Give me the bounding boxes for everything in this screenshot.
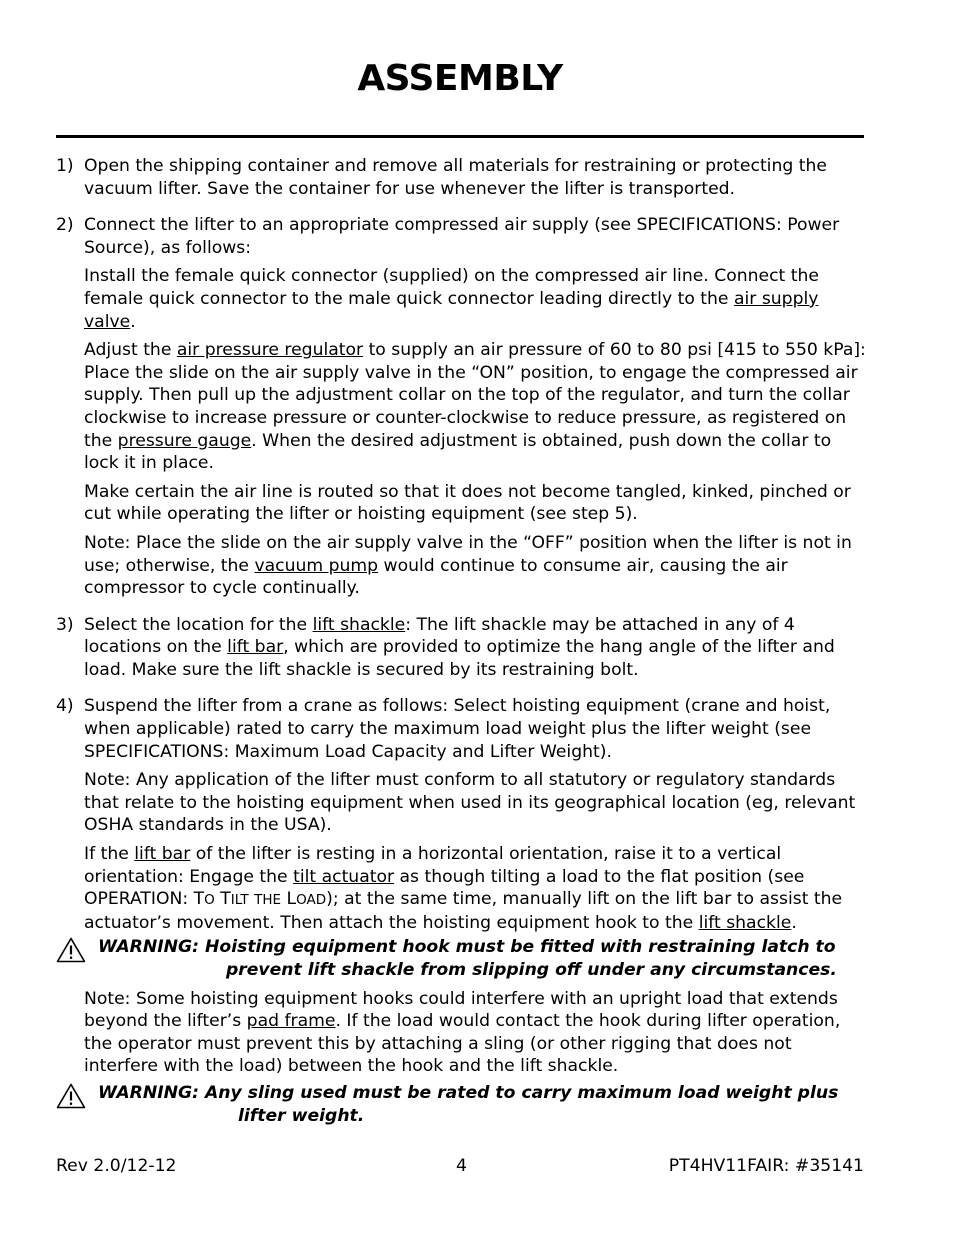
warning-text: WARNING: Any sling used must be rated to carry maximum load weight plus lifter weight. [98,1082,839,1126]
step-body [84,214,866,600]
step-1 [56,155,866,200]
warning-callout [54,936,866,981]
step-paragraph: Open the shipping container and remove all materials for restraining or protecting the vacuum lifter. Save the container for use whenever the lifter is transported. [84,156,827,199]
term-tilt-actuator: tilt actuator [293,866,395,887]
term-air-pressure-regulator: air pressure regulator [176,340,364,361]
term-air-supply-valve: air supply valve [84,288,819,332]
title-divider [56,135,864,138]
step-paragraph: Suspend the lifter from a crane as follows: Select hoisting equipment (crane and hoist, when applicable) rated to carry the maximum load weight plus the lifter weight (see SPECIFICATIONS: Maximum Load Capacity and Lifter Weight). [84,696,831,762]
revision-label: Rev 2.0/12-12 [56,1156,177,1176]
step-3 [56,614,866,682]
term-lift-bar: lift bar [134,844,191,865]
warning-triangle-icon [56,1083,86,1116]
page-title: ASSEMBLY [357,58,563,99]
step-paragraph: Select the location for the lift shackle: The lift shackle may be attached in any of 4 locations on the lift bar, which are provided to optimize the hang angle of the lifter and load. Make sure the lift shackle is secured by its restraining bolt. [84,614,835,680]
step-body [84,988,866,1078]
step-note: Note: Place the slide on the air supply valve in the “OFF” position when the lifter is not in use; otherwise, the vacuum pump would continue to consume air, causing the air compressor to cycle continually. [84,532,852,599]
step-body [84,155,866,200]
term-lift-shackle: lift shackle [698,912,792,933]
step-number: 1) [56,156,74,176]
step-paragraph: Make certain the air line is routed so that it does not become tangled, kinked, pinched or cut while operating the lifter or hoisting equipment (see step 5). [84,481,851,525]
warning-callout [54,1082,866,1127]
step-number: 3) [56,614,74,635]
term-pressure-gauge: pressure gauge [117,430,252,451]
page-footer [56,1156,864,1180]
term-pad-frame: pad frame [246,1011,336,1032]
step-4-continued [56,988,866,1078]
step-paragraph: Install the female quick connector (supplied) on the compressed air line. Connect the female quick connector to the male quick connector leading directly to the air supply valve. [84,266,819,332]
step-paragraph: If the lift bar of the lifter is resting in a horizontal orientation, raise it to a vertical orientation: Engage the tilt actuator as though tilting a load to the flat position (see OPERATION: TO TILT THE LOAD); at the same time, manually lift on the lift bar to assist the actuator’s movement. Then attach the hoisting equipment hook to the lift shackle. [84,844,843,933]
document-id: PT4HV11FAIR: #35141 [668,1156,864,1176]
step-note: Note: Some hoisting equipment hooks could interfere with an upright load that extends beyond the lifter’s pad frame. If the load would contact the hook during lifter operation, the operator must prevent this by attaching a sling (or other rigging that does not interfere with the load) between the hook and the lift shackle. [84,988,841,1077]
step-4 [56,695,866,934]
step-paragraph: Connect the lifter to an appropriate compressed air supply (see SPECIFICATIONS: Power Source), as follows: [84,215,840,258]
term-vacuum-pump: vacuum pump [254,555,379,576]
assembly-steps [56,155,866,1133]
step-number: 4) [56,696,74,717]
step-2 [56,214,866,600]
warning-triangle-icon [56,937,86,970]
page-number: 4 [456,1156,467,1176]
warning-text: WARNING: Hoisting equipment hook must be fitted with restraining latch to prevent lift shackle from slipping off under any circumstances. [98,937,837,980]
term-lift-shackle: lift shackle [312,614,406,635]
step-body [84,695,866,934]
step-note: Note: Any application of the lifter must conform to all statutory or regulatory standards that relate to the hoisting equipment when used in its geographical location (eg, relevant OSHA standards in the USA). [84,770,856,836]
step-body [84,614,866,682]
term-lift-bar: lift bar [227,637,284,658]
step-paragraph: Adjust the air pressure regulator to supply an air pressure of 60 to 80 psi [415 to 550 kPa]: Place the slide on the air supply valve in the “ON” position, to engage the compressed air supply. Then pull up the adjustment collar on the top of the regulator, and turn the collar clockwise to increase pressure or counter-clockwise to reduce pressure, as registered on the pressure gauge. When the desired adjustment is obtained, push down the collar to lock it in place. [84,340,866,474]
cross-reference: TO TILT THE LOAD [193,889,327,910]
step-number: 2) [56,215,74,236]
